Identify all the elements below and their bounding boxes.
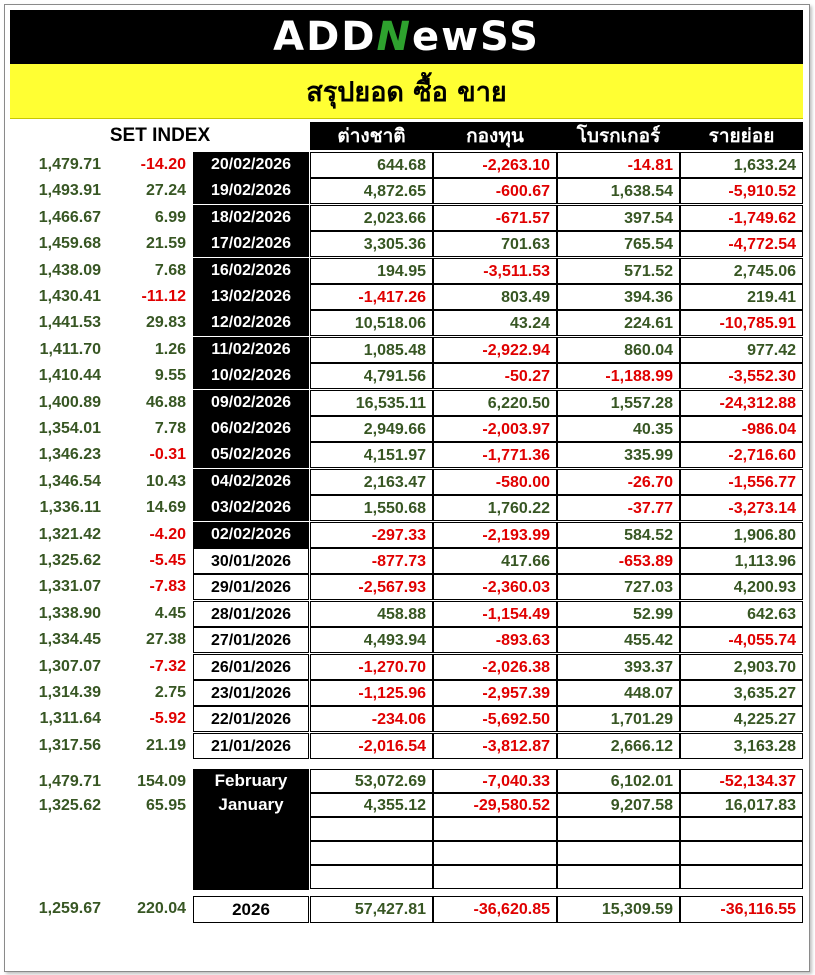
foreign-value: -877.73 [310,548,433,574]
foreign-value: 10,518.06 [310,310,433,336]
monthly-broker: 9,207.58 [557,793,680,817]
month-label: January [218,795,284,814]
yearly-retail: -36,116.55 [680,896,803,923]
set-index-change: 27.24 [145,182,186,200]
institution-value: 417.66 [433,548,557,574]
date-cell: 02/02/2026 [193,522,309,548]
institution-value: -600.67 [433,178,557,204]
retail-value: -5,910.52 [680,178,803,204]
retail-value: -2,716.60 [680,442,803,468]
broker-value: 40.35 [557,416,680,442]
month-label: February [214,771,288,790]
foreign-value: 194.95 [310,258,433,284]
set-index-change: -4.20 [149,525,186,543]
date-cell: 19/02/2026 [193,178,309,204]
set-index-value: 1,336.11 [39,499,101,517]
brand-logo: ADDNewSS [273,14,540,60]
empty-summary-cell [557,817,680,841]
set-index-value: 1,466.67 [38,208,101,226]
institution-value: -5,692.50 [433,706,557,732]
foreign-value: -1,417.26 [310,284,433,310]
foreign-value: 16,535.11 [310,390,433,416]
date-cell: 16/02/2026 [193,258,309,284]
broker-value: 1,701.29 [557,706,680,732]
empty-summary-cell [310,865,433,889]
date-cell: 06/02/2026 [193,416,309,442]
set-index-value: 1,430.41 [38,288,101,305]
broker-value: 335.99 [557,442,680,468]
retail-value: 2,903.70 [680,654,803,680]
yearly-change: 220.04 [137,900,186,917]
foreign-value: 2,949.66 [310,416,433,442]
set-index-value: 1,438.09 [38,261,101,279]
retail-value: -10,785.91 [680,310,803,336]
empty-summary-cell [433,865,557,889]
year-label: 2026 [193,896,309,923]
broker-value: 584.52 [557,522,680,548]
set-index-value: 1,346.54 [38,472,101,490]
broker-value: 765.54 [557,231,680,257]
set-index-change: 4.45 [154,604,186,622]
date-cell: 23/01/2026 [193,680,309,706]
foreign-value: 2,163.47 [310,469,433,495]
retail-value: -3,273.14 [680,495,803,521]
set-index-value: 1,334.45 [38,631,101,649]
retail-value: 1,633.24 [680,152,803,178]
date-cell: 27/01/2026 [193,627,309,653]
date-cell: 10/02/2026 [193,363,309,389]
monthly-foreign: 4,355.12 [310,793,433,817]
monthly-change: 154.09 [137,773,186,790]
set-index-change: 1.26 [154,340,186,358]
set-index-value: 1,410.44 [38,367,101,385]
date-cell: 26/01/2026 [193,654,309,680]
set-index-change: 7.68 [154,261,186,279]
institution-value: -3,511.53 [433,258,557,284]
set-index-change: -11.12 [141,288,186,305]
set-index-value: 1,321.42 [38,525,101,543]
set-index-change: 9.55 [154,367,186,385]
set-index-value: 1,441.53 [38,314,101,332]
yearly-set-index: 1,259.67 [38,900,101,917]
date-cell: 13/02/2026 [193,284,309,310]
institution-value: -2,193.99 [433,522,557,548]
broker-value: 727.03 [557,574,680,600]
broker-value: 397.54 [557,205,680,231]
retail-value: 219.41 [680,284,803,310]
foreign-value: 644.68 [310,152,433,178]
date-cell: 11/02/2026 [193,337,309,363]
foreign-value: 4,151.97 [310,442,433,468]
foreign-value: 1,085.48 [310,337,433,363]
set-index-change: 29.83 [145,314,186,332]
empty-summary-cell [433,841,557,865]
yearly-foreign: 57,427.81 [310,896,433,923]
date-cell: 17/02/2026 [193,231,309,257]
institution-value: 6,220.50 [433,390,557,416]
foreign-value: -2,016.54 [310,733,433,759]
set-index-change: -0.31 [149,446,186,464]
set-index-value: 1,346.23 [38,446,101,464]
monthly-institution: -7,040.33 [433,769,557,793]
foreign-value: -1,125.96 [310,680,433,706]
foreign-value: -297.33 [310,522,433,548]
foreign-value: -2,567.93 [310,574,433,600]
retail-value: 1,113.96 [680,548,803,574]
monthly-change: 65.95 [145,797,186,814]
institution-value: -2,003.97 [433,416,557,442]
date-cell: 30/01/2026 [193,548,309,574]
foreign-value: 1,550.68 [310,495,433,521]
retail-value: -4,055.74 [680,627,803,653]
set-index-change: -5.45 [149,552,186,569]
institution-value: -50.27 [433,363,557,389]
empty-summary-cell [433,817,557,841]
foreign-value: 4,791.56 [310,363,433,389]
retail-value: -4,772.54 [680,231,803,257]
institution-value: -580.00 [433,469,557,495]
broker-value: 1,638.54 [557,178,680,204]
yearly-institution: -36,620.85 [433,896,557,923]
foreign-value: 4,872.65 [310,178,433,204]
date-cell: 22/01/2026 [193,706,309,732]
set-index-change: 7.78 [154,420,186,437]
broker-value: 1,557.28 [557,390,680,416]
retail-value: 2,745.06 [680,258,803,284]
empty-summary-cell [557,841,680,865]
institution-value: 701.63 [433,231,557,257]
monthly-broker: 6,102.01 [557,769,680,793]
set-index-value: 1,493.91 [38,182,101,200]
set-index-change: -7.83 [149,578,186,596]
broker-value: -653.89 [557,548,680,574]
foreign-value: -1,270.70 [310,654,433,680]
title-banner [10,64,803,119]
broker-header: โบรกเกอร์ [557,122,680,150]
institution-value: -2,957.39 [433,680,557,706]
monthly-set-index: 1,479.71 [38,773,101,790]
set-index-value: 1,331.07 [38,578,101,596]
institution-value: -2,922.94 [433,337,557,363]
set-index-value: 1,317.56 [38,736,101,754]
foreign-value: 4,493.94 [310,627,433,653]
monthly-retail: 16,017.83 [680,793,803,817]
set-index-value: 1,307.07 [38,657,101,675]
set-index-change: 21.59 [145,235,186,253]
broker-value: -37.77 [557,495,680,521]
retail-value: -986.04 [680,416,803,442]
retail-value: -1,556.77 [680,469,803,495]
empty-summary-cell [680,841,803,865]
set-index-value: 1,400.89 [38,393,101,411]
foreign-header: ต่างชาติ [310,122,433,150]
broker-value: 571.52 [557,258,680,284]
date-cell: 28/01/2026 [193,601,309,627]
foreign-value: 458.88 [310,601,433,627]
set-index-change: 46.88 [145,393,186,411]
set-index-change: 6.99 [154,208,186,226]
set-index-value: 1,411.70 [39,340,101,358]
set-index-value: 1,325.62 [38,552,101,569]
empty-summary-cell [557,865,680,889]
retail-value: 1,906.80 [680,522,803,548]
institution-value: 43.24 [433,310,557,336]
institution-value: -671.57 [433,205,557,231]
retail-value: 977.42 [680,337,803,363]
date-cell: 05/02/2026 [193,442,309,468]
broker-value: -1,188.99 [557,363,680,389]
yearly-broker: 15,309.59 [557,896,680,923]
set-index-value: 1,354.01 [38,420,101,437]
institution-value: -893.63 [433,627,557,653]
retail-value: 4,225.27 [680,706,803,732]
broker-value: 448.07 [557,680,680,706]
set-index-change: -7.32 [149,657,186,675]
institution-value: -2,263.10 [433,152,557,178]
retail-value: 3,635.27 [680,680,803,706]
retail-value: 4,200.93 [680,574,803,600]
retail-value: -24,312.88 [680,390,803,416]
date-cell: 03/02/2026 [193,495,309,521]
retail-value: 642.63 [680,601,803,627]
retail-value: -1,749.62 [680,205,803,231]
broker-value: -14.81 [557,152,680,178]
date-cell: 21/01/2026 [193,733,309,759]
monthly-set-index: 1,325.62 [38,797,101,814]
institution-value: 803.49 [433,284,557,310]
set-index-change: 27.38 [145,631,186,649]
set-index-change: -5.92 [149,710,186,728]
set-index-value: 1,338.90 [38,604,101,622]
broker-value: 393.37 [557,654,680,680]
broker-value: 394.36 [557,284,680,310]
monthly-foreign: 53,072.69 [310,769,433,793]
monthly-institution: -29,580.52 [433,793,557,817]
foreign-value: -234.06 [310,706,433,732]
date-cell: 09/02/2026 [193,390,309,416]
empty-summary-cell [680,865,803,889]
retail-value: 3,163.28 [680,733,803,759]
empty-summary-cell [310,841,433,865]
brand-header [10,10,803,64]
set-index-value: 1,314.39 [38,684,101,701]
set-index-change: -14.20 [140,156,186,173]
broker-value: -26.70 [557,469,680,495]
date-cell: 20/02/2026 [193,152,309,178]
retail-value: -3,552.30 [680,363,803,389]
empty-summary-cell [680,817,803,841]
institution-value: -2,360.03 [433,574,557,600]
empty-summary-cell [310,817,433,841]
foreign-value: 3,305.36 [310,231,433,257]
broker-value: 224.61 [557,310,680,336]
institution-value: -1,771.36 [433,442,557,468]
institution-value: -1,154.49 [433,601,557,627]
set-index-value: 1,311.64 [39,710,101,728]
institution-value: -3,812.87 [433,733,557,759]
date-cell: 29/01/2026 [193,574,309,600]
broker-value: 860.04 [557,337,680,363]
institution-header: กองทุน [433,122,557,150]
date-cell: 04/02/2026 [193,469,309,495]
date-cell: 18/02/2026 [193,205,309,231]
broker-value: 2,666.12 [557,733,680,759]
set-index-value: 1,459.68 [38,235,101,253]
set-index-header: SET INDEX [109,125,211,146]
page-title: สรุปยอด ซื้อ ขาย [306,76,507,108]
set-index-change: 2.75 [154,684,186,701]
set-index-change: 10.43 [145,472,186,490]
broker-value: 52.99 [557,601,680,627]
institution-value: 1,760.22 [433,495,557,521]
monthly-retail: -52,134.37 [680,769,803,793]
retail-header: รายย่อย [680,122,803,150]
foreign-value: 2,023.66 [310,205,433,231]
set-index-change: 14.69 [145,499,186,517]
date-cell: 12/02/2026 [193,310,309,336]
set-index-value: 1,479.71 [38,156,101,173]
broker-value: 455.42 [557,627,680,653]
institution-value: -2,026.38 [433,654,557,680]
set-index-change: 21.19 [145,736,186,754]
